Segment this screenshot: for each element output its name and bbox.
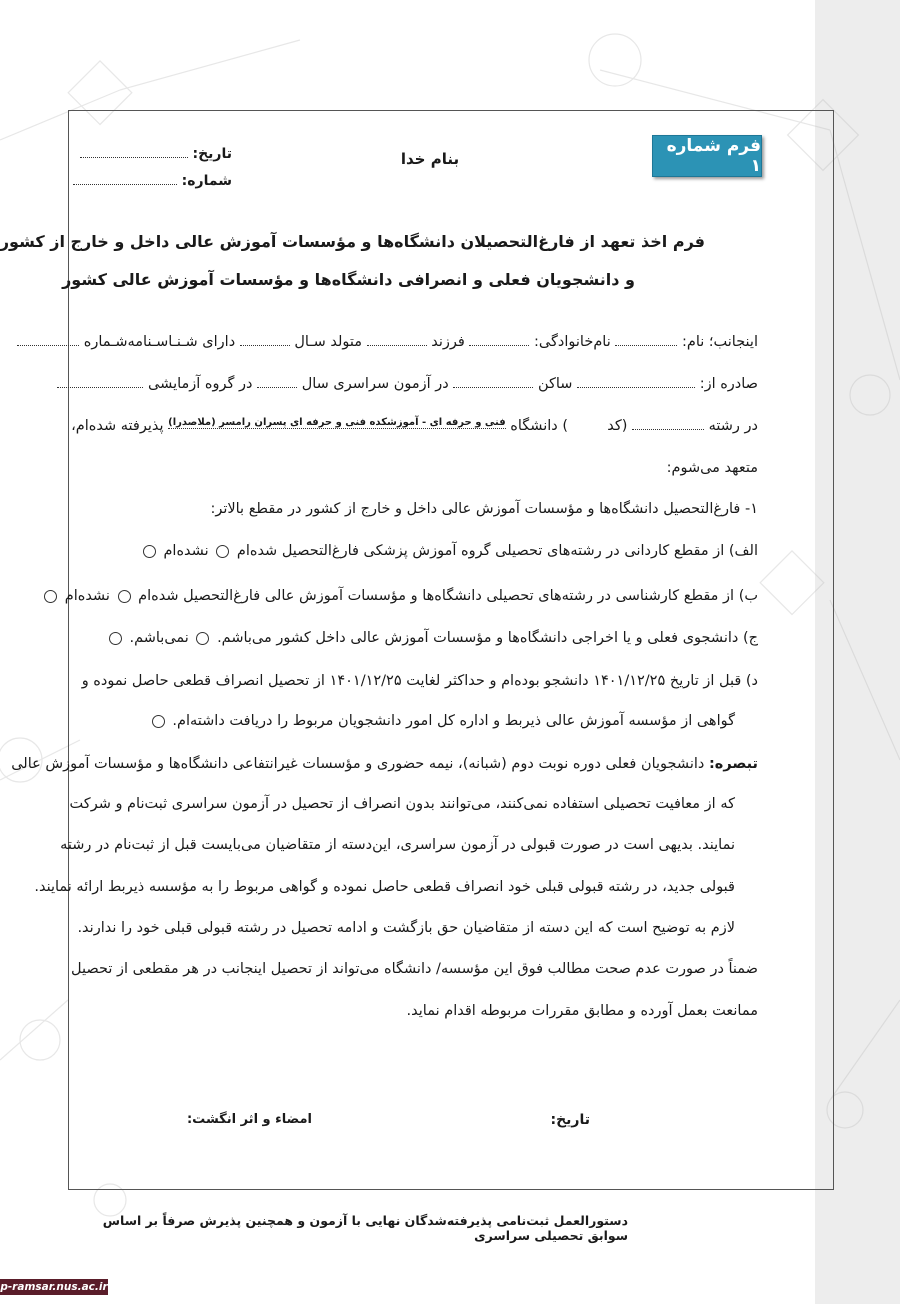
- commit-heading: متعهد می‌شوم:: [666, 460, 758, 476]
- option-c-yes-radio[interactable]: [196, 632, 209, 645]
- major-field[interactable]: [632, 419, 704, 430]
- option-a-no-label: نشده‌ام: [163, 543, 209, 559]
- signature-date-label: تاریخ:: [550, 1112, 590, 1128]
- university-label: ) دانشگاه: [510, 418, 569, 434]
- date-label: تاریخ:: [192, 146, 232, 162]
- note-line3: نمایند. بدیهی است در صورت قبولی در آزمون سراسری، این‌دسته از متقاضیان می‌بایست قبل از ثبت‌نام در رشته: [60, 837, 735, 853]
- option-a-no-radio[interactable]: [143, 545, 156, 558]
- father-field[interactable]: [367, 335, 427, 346]
- resident-label: ساکن: [537, 376, 573, 392]
- birth-year-label: متولد سـال: [294, 334, 363, 350]
- note-line2: که از معافیت تحصیلی استفاده نمی‌کنند، می‌توانند بدون انصراف از تحصیل در آزمون سراسری ثبت‌نام و شرکت: [69, 796, 735, 812]
- item-1: ۱- فارغ‌التحصیل دانشگاه‌ها و مؤسسات آموزش عالی داخل و خارج از کشور در مقطع بالاتر:: [210, 501, 758, 517]
- university-value[interactable]: فنی و حرفه ای - آموزشکده فنی و حرفه ای پسران رامسر (ملاصدرا): [168, 417, 506, 428]
- group-field[interactable]: [57, 377, 143, 388]
- date-field[interactable]: [80, 146, 232, 162]
- form-title-line1: فرم اخذ تعهد از فارغ‌التحصیلان دانشگاه‌ها و مؤسسات آموزش عالی داخل و خارج از کشور: [0, 232, 705, 251]
- option-b-no-label: نشده‌ام: [64, 588, 110, 604]
- option-d-radio[interactable]: [152, 715, 165, 728]
- option-a-yes-radio[interactable]: [216, 545, 229, 558]
- option-c: [106, 630, 758, 646]
- option-d-line2: [149, 713, 735, 729]
- signature-label: امضاء و اثر انگشت:: [186, 1112, 312, 1127]
- id-number-label: دارای شـنـاسـنامه‌شـماره: [83, 334, 236, 350]
- identity-line-1: [17, 334, 758, 350]
- surname-field[interactable]: [469, 335, 529, 346]
- final-line1: ضمناً در صورت عدم صحت مطالب فوق این مؤسسه/ دانشگاه می‌تواند از تحصیل اینجانب در هر مقطعی از تحصیل: [71, 961, 758, 977]
- exam-year-label: در آزمون سراسری سال: [301, 376, 449, 392]
- bismillah: بنام خدا: [400, 150, 460, 168]
- code-label: (کد: [607, 418, 628, 434]
- option-c-text: ج) دانشجوی فعلی و یا اخراجی دانشگاه‌ها و مؤسسات آموزش عالی داخل کشور می‌باشم.: [217, 630, 758, 646]
- option-b-no-radio[interactable]: [44, 590, 57, 603]
- form-title-line2: و دانشجویان فعلی و انصرافی دانشگاه‌ها و مؤسسات آموزش عالی کشور: [62, 270, 635, 289]
- issued-label: صادره از:: [699, 376, 758, 392]
- option-d-text: گواهی از مؤسسه آموزش عالی ذیربط و اداره کل امور دانشجویان مربوط را دریافت داشته‌ام.: [172, 713, 735, 729]
- exam-year-field[interactable]: [257, 377, 297, 388]
- option-c-no-label: نمی‌باشم.: [129, 630, 189, 646]
- accepted-label: پذیرفته شده‌ام،: [71, 418, 164, 434]
- footer-note: دستورالعمل ثبت‌نامی پذیرفته‌شدگان نهایی با آزمون و همچنین پذیرش صرفاً بر اساس سوابق تحصیلی سراسری: [102, 1213, 628, 1243]
- name-label: اینجانب؛ نام:: [681, 334, 758, 350]
- note-line5: لازم به توضیح است که این دسته از متقاضیان حق بازگشت و ادامه تحصیل در رشته قبولی قبلی خود را ندارند.: [77, 920, 735, 936]
- option-a: [140, 543, 758, 559]
- issued-field[interactable]: [577, 377, 695, 388]
- form-number-badge: فرم شماره ۱: [652, 135, 762, 177]
- identity-line-2: [57, 376, 758, 392]
- id-number-field[interactable]: [17, 335, 79, 346]
- group-label: در گروه آزمایشی: [148, 376, 253, 392]
- option-d-line1: د) قبل از تاریخ ۱۴۰۱/۱۲/۲۵ دانشجو بوده‌ام و حداکثر لغایت ۱۴۰۱/۱۲/۲۵ از تحصیل انصراف قطعی حاصل نموده و: [81, 673, 758, 689]
- option-a-text: الف) از مقطع کاردانی در رشته‌های تحصیلی گروه آموزش پزشکی فارغ‌التحصیل شده‌ام: [236, 543, 758, 559]
- birth-year-field[interactable]: [240, 335, 290, 346]
- note-label: تبصره:: [708, 756, 758, 772]
- number-field[interactable]: [73, 173, 232, 189]
- surname-label: نام‌خانوادگی:: [534, 334, 611, 350]
- father-label: فرزند: [431, 334, 465, 350]
- number-label: شماره:: [181, 173, 232, 189]
- note-text-1: دانشجویان فعلی دوره نوبت دوم (شبانه)، نیمه حضوری و مؤسسات غیرانتفاعی دانشگاه‌ها و مؤسسات آموزش عالی: [11, 756, 705, 772]
- option-b-yes-radio[interactable]: [118, 590, 131, 603]
- note-line4: قبولی جدید، در رشته قبولی قبلی خود انصراف قطعی حاصل نموده و گواهی مربوط را به مؤسسه ذیربط ارائه نمایند.: [34, 879, 735, 895]
- option-b: [41, 588, 758, 604]
- name-field[interactable]: [615, 335, 677, 346]
- identity-line-3: [71, 418, 758, 434]
- option-c-no-radio[interactable]: [109, 632, 122, 645]
- major-label: در رشته: [708, 418, 758, 434]
- site-url[interactable]: p-ramsar.nus.ac.ir: [0, 1281, 108, 1293]
- note-line1: [11, 756, 758, 772]
- final-line2: ممانعت بعمل آورده و مطابق مقررات مربوطه اقدام نماید.: [406, 1003, 758, 1019]
- option-b-text: ب) از مقطع کارشناسی در رشته‌های تحصیلی دانشگاه‌ها و مؤسسات آموزش عالی فارغ‌التحصیل شده‌ام: [138, 588, 758, 604]
- resident-field[interactable]: [453, 377, 533, 388]
